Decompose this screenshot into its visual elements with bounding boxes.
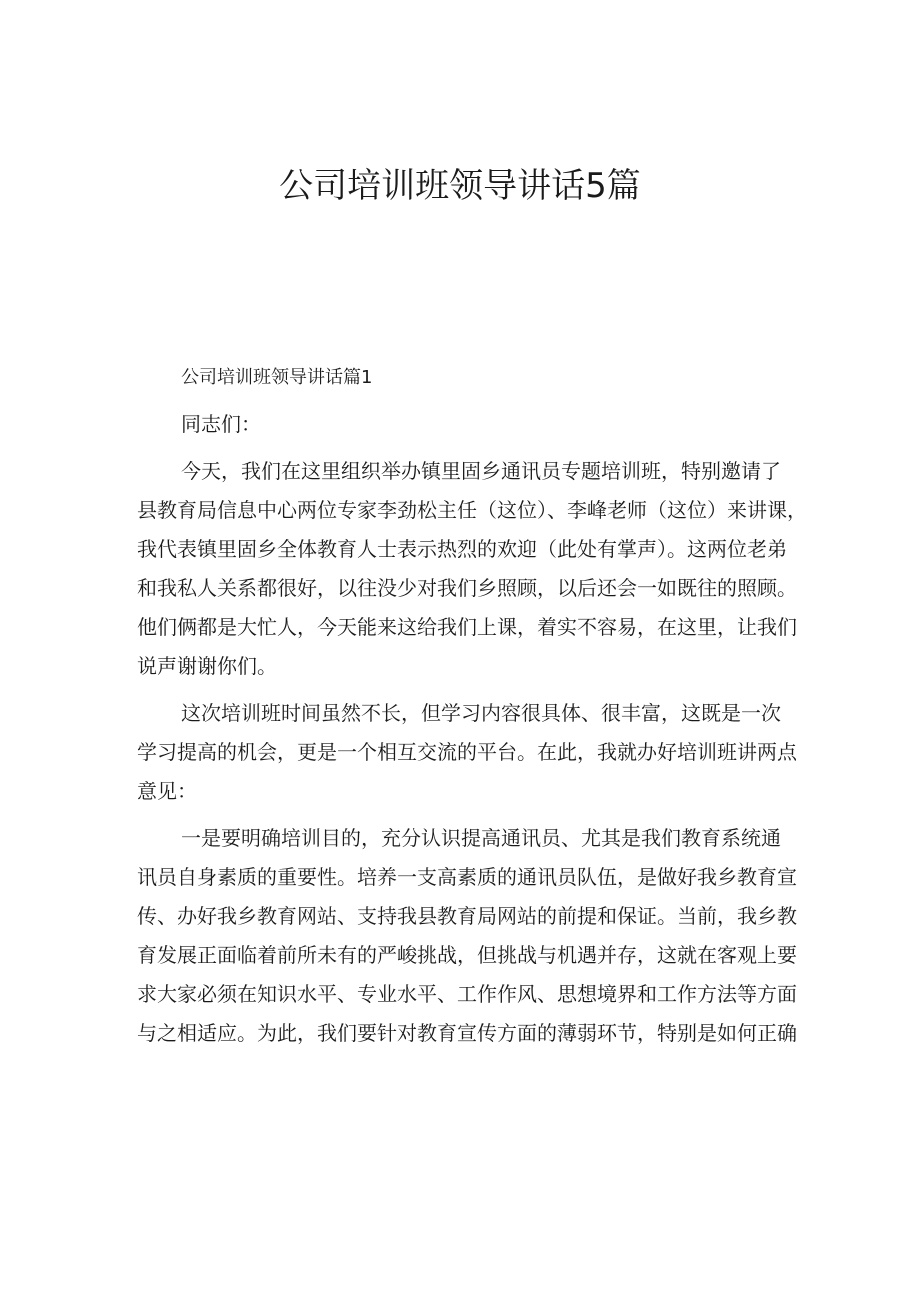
paragraph-line: 一是要明确培训目的，充分认识提高通讯员、尤其是我们教育系统通 xyxy=(181,826,781,850)
spacer xyxy=(137,811,797,819)
spacer xyxy=(137,397,797,405)
paragraph-line: 讯员自身素质的重要性。培养一支高素质的通讯员队伍，是做好我乡教育宣 xyxy=(137,865,797,889)
section-heading: 公司培训班领导讲话篇1 xyxy=(181,367,373,388)
paragraph-line: 育发展正面临着前所未有的严峻挑战，但挑战与机遇并存，这就在客观上要 xyxy=(137,943,797,967)
paragraph-line: 县教育局信息中心两位专家李劲松主任（这位）、李峰老师（这位）来讲课， xyxy=(137,498,807,522)
paragraph-line: 与之相适应。为此，我们要针对教育宣传方面的薄弱环节，特别是如何正确 xyxy=(137,1021,797,1045)
paragraph-2 xyxy=(137,694,797,811)
paragraph-line: 今天，我们在这里组织举办镇里固乡通讯员专题培训班，特别邀请了 xyxy=(181,459,781,483)
document-body xyxy=(137,358,807,1053)
paragraph-line: 这次培训班时间虽然不长，但学习内容很具体、很丰富，这既是一次 xyxy=(181,701,781,725)
document-title: 公司培训班领导讲话5篇 xyxy=(279,166,641,206)
paragraph-line: 和我私人关系都很好，以往没少对我们乡照顾，以后还会一如既往的照顾。 xyxy=(137,576,797,600)
spacer xyxy=(137,686,797,694)
paragraph-line: 说声谢谢你们。 xyxy=(137,654,277,678)
paragraph-line: 求大家必须在知识水平、专业水平、工作作风、思想境界和工作方法等方面 xyxy=(137,982,797,1006)
spacer xyxy=(137,444,797,452)
paragraph-3 xyxy=(137,819,797,1053)
paragraph-line: 我代表镇里固乡全体教育人士表示热烈的欢迎（此处有掌声）。这两位老弟 xyxy=(137,537,787,561)
paragraph-line: 传、办好我乡教育网站、支持我县教育局网站的前提和保证。当前，我乡教 xyxy=(137,904,797,928)
salutation: 同志们： xyxy=(181,412,261,436)
paragraph-1 xyxy=(137,452,807,686)
paragraph-line: 他们俩都是大忙人，今天能来这给我们上课，着实不容易，在这里，让我们 xyxy=(137,615,797,639)
paragraph-line: 学习提高的机会，更是一个相互交流的平台。在此，我就办好培训班讲两点 xyxy=(137,740,797,764)
paragraph-line: 意见： xyxy=(137,779,197,803)
